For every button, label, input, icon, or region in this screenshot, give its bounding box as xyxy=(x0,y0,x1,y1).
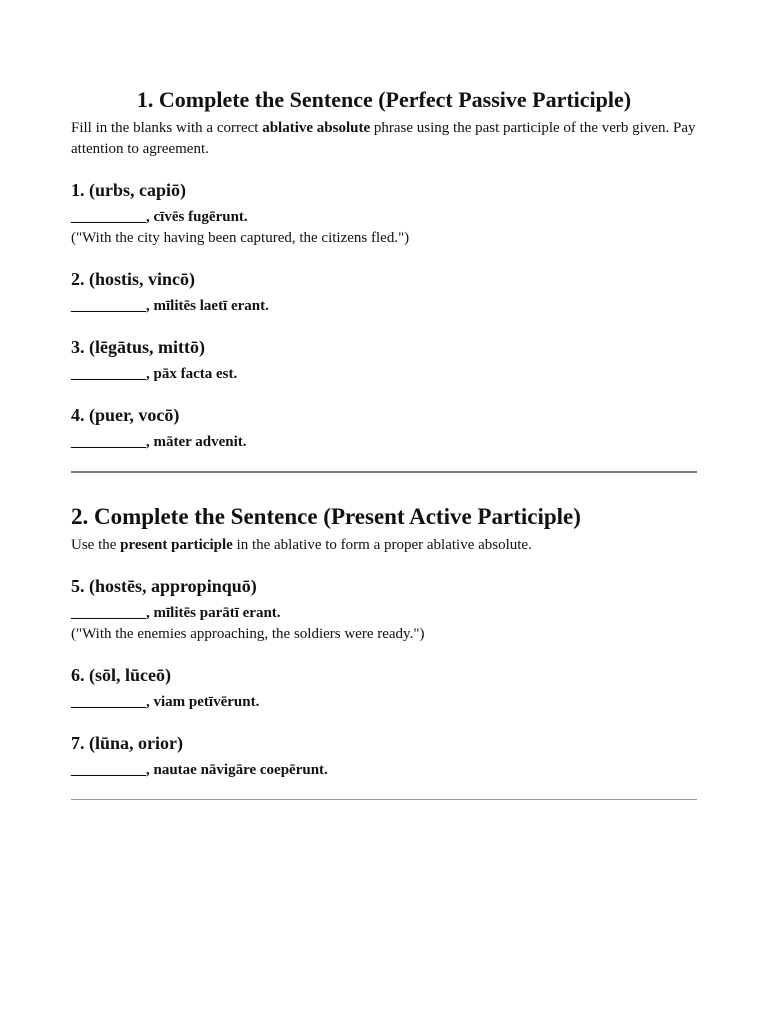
section-divider xyxy=(71,471,697,473)
section-present-active xyxy=(71,501,697,800)
section-1-instructions xyxy=(71,118,697,160)
exercise-sentence: __________, pāx facta est. xyxy=(71,366,238,382)
instructions-bold: present participle xyxy=(120,537,233,553)
exercise-item-6 xyxy=(71,662,697,713)
exercise-item-5 xyxy=(71,573,697,645)
instructions-text: in the ablative to form a proper ablative absolute. xyxy=(232,537,532,553)
instructions-bold: ablative absolute xyxy=(262,120,371,136)
exercise-translation: ("With the city having been captured, the citizens fled.") xyxy=(71,230,410,246)
exercise-sentence: __________, mīlitēs laetī erant. xyxy=(71,298,269,314)
section-2-instructions xyxy=(71,535,697,556)
exercise-sentence: __________, nautae nāvigāre coepērunt. xyxy=(71,762,328,778)
exercise-prompt: 5. (hostēs, appropinquō) xyxy=(71,576,257,596)
exercise-sentence: __________, mīlitēs parātī erant. xyxy=(71,605,281,621)
exercise-item-4 xyxy=(71,402,697,453)
exercise-prompt: 3. (lēgātus, mittō) xyxy=(71,337,205,357)
worksheet-page xyxy=(71,84,697,800)
exercise-prompt: 6. (sōl, lūceō) xyxy=(71,665,171,685)
section-divider xyxy=(71,799,697,800)
exercise-sentence: __________, cīvēs fugērunt. xyxy=(71,209,248,225)
exercise-item-1 xyxy=(71,177,697,249)
section-2-title: 2. Complete the Sentence (Present Active Participle) xyxy=(71,504,581,529)
exercise-item-7 xyxy=(71,730,697,781)
exercise-translation: ("With the enemies approaching, the soldiers were ready.") xyxy=(71,626,425,642)
exercise-item-2 xyxy=(71,266,697,317)
instructions-text: Use the xyxy=(71,537,121,553)
instructions-text: Fill in the blanks with a correct xyxy=(71,120,263,136)
exercise-item-3 xyxy=(71,334,697,385)
instructions-text: phrase using the past participle of the verb given. Pay attention to agreement. xyxy=(71,120,696,157)
exercise-prompt: 2. (hostis, vincō) xyxy=(71,269,196,289)
section-1-title: 1. Complete the Sentence (Perfect Passive Participle) xyxy=(136,87,632,112)
exercise-prompt: 4. (puer, vocō) xyxy=(71,405,180,425)
exercise-prompt: 7. (lūna, orior) xyxy=(71,733,183,753)
exercise-prompt: 1. (urbs, capiō) xyxy=(71,180,187,200)
exercise-sentence: __________, māter advenit. xyxy=(71,434,247,450)
exercise-sentence: __________, viam petīvērunt. xyxy=(71,694,260,710)
section-perfect-passive xyxy=(71,84,697,473)
